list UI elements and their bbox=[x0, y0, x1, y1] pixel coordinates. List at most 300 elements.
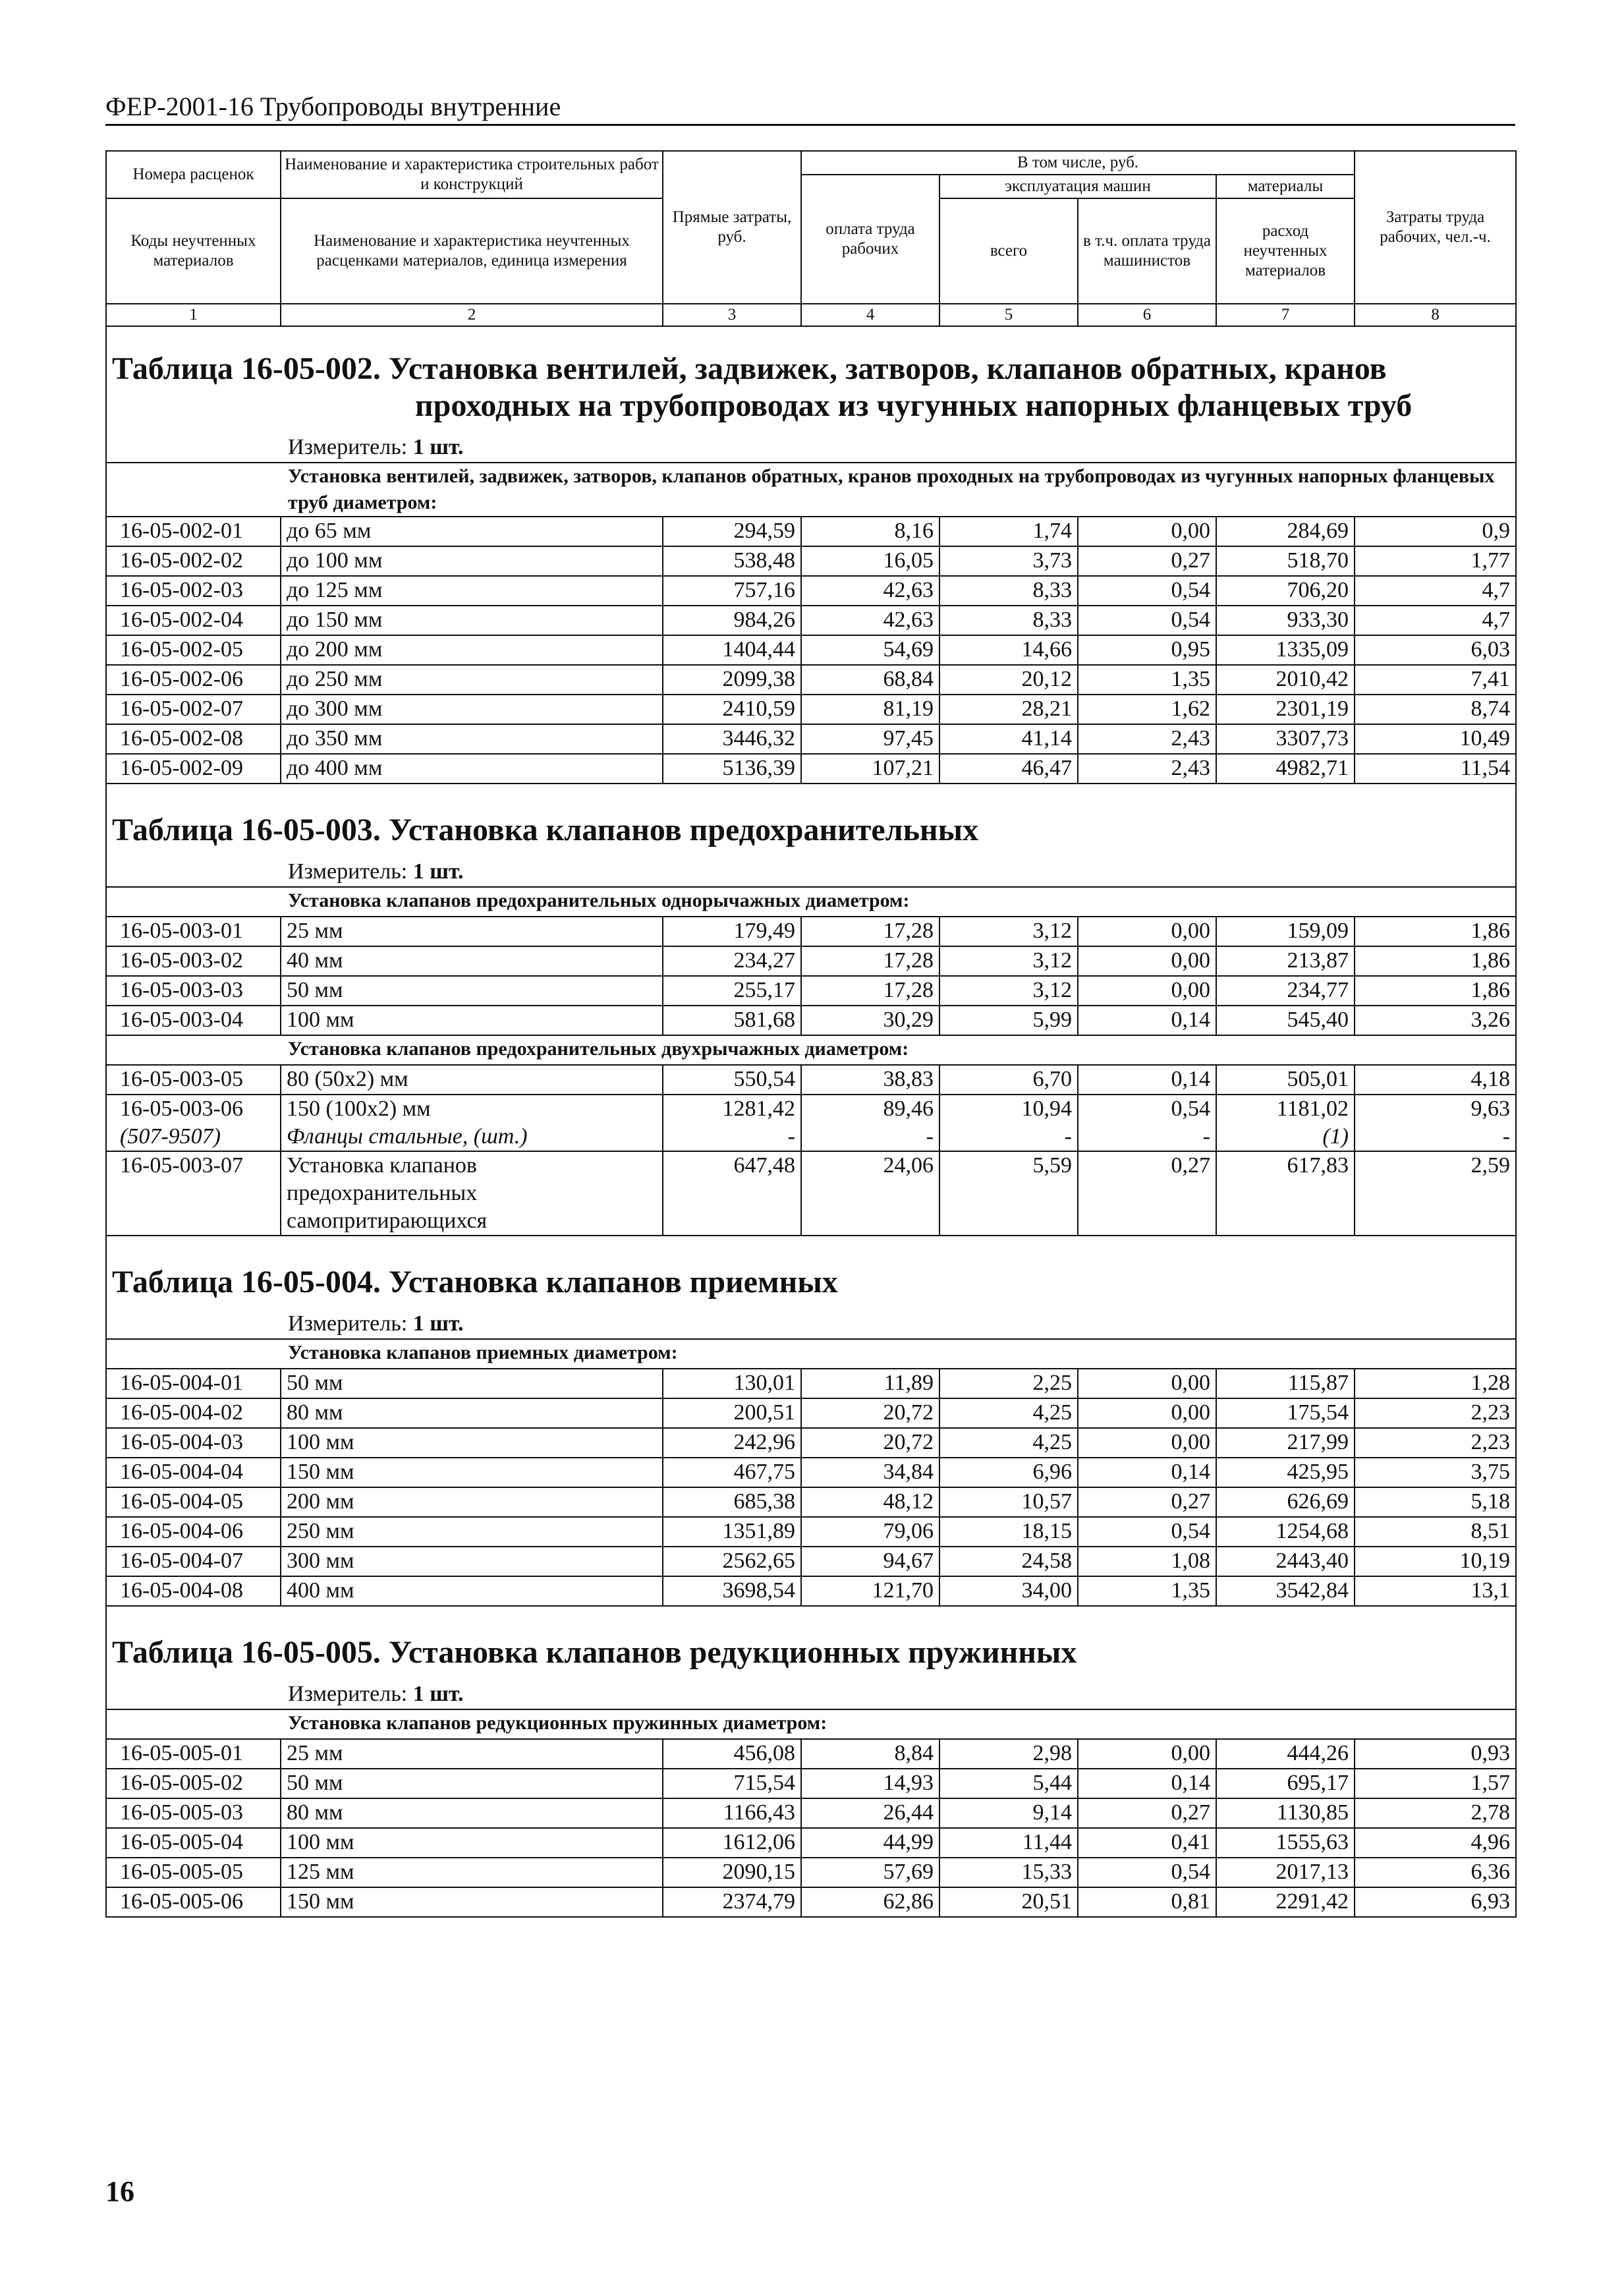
table-16-05-002 bbox=[106, 327, 1516, 517]
rate-code: 16-05-004-01 bbox=[106, 1369, 281, 1398]
operator-wages-value: 0,54 bbox=[1171, 1097, 1210, 1121]
material-code: (507-9507) bbox=[120, 1124, 221, 1149]
table-row bbox=[106, 1151, 1516, 1236]
labor-hours: 2,23 bbox=[1355, 1398, 1516, 1428]
direct-cost: 550,54 bbox=[663, 1065, 801, 1095]
wages: 8,84 bbox=[801, 1739, 939, 1769]
direct-cost bbox=[663, 1095, 801, 1151]
work-name: 50 мм bbox=[281, 1769, 663, 1798]
wages: 30,29 bbox=[801, 1006, 939, 1035]
work-name: до 300 мм bbox=[281, 695, 663, 724]
operator-wages: 0,27 bbox=[1078, 1798, 1216, 1828]
direct-cost: 1404,44 bbox=[663, 635, 801, 665]
rate-code: 16-05-004-07 bbox=[106, 1547, 281, 1576]
dash: - bbox=[1064, 1124, 1072, 1149]
col-header-name: Наименование и характеристика строительных работ и конструкций bbox=[281, 151, 663, 198]
materials-cost: 505,01 bbox=[1216, 1065, 1355, 1095]
operator-wages: 0,27 bbox=[1078, 1151, 1216, 1236]
price-document bbox=[105, 150, 1515, 1918]
group-heading: Установка клапанов редукционных пружинных диаметром: bbox=[106, 1709, 1516, 1739]
direct-cost: 2099,38 bbox=[663, 665, 801, 695]
rate-code: 16-05-003-05 bbox=[106, 1065, 281, 1095]
labor-hours: 6,36 bbox=[1355, 1858, 1516, 1887]
labor-hours: 1,86 bbox=[1355, 976, 1516, 1006]
direct-cost: 685,38 bbox=[663, 1487, 801, 1517]
direct-cost: 647,48 bbox=[663, 1151, 801, 1236]
labor-hours bbox=[1355, 1095, 1516, 1151]
labor-hours: 3,75 bbox=[1355, 1458, 1516, 1487]
machines-total: 18,15 bbox=[939, 1517, 1078, 1547]
table-row bbox=[106, 1547, 1516, 1576]
wages: 48,12 bbox=[801, 1487, 939, 1517]
labor-hours: 10,49 bbox=[1355, 724, 1516, 754]
dash: - bbox=[926, 1124, 934, 1149]
col-header-numbers: Номера расценок bbox=[106, 151, 281, 198]
labor-hours: 2,78 bbox=[1355, 1798, 1516, 1828]
rate-code: 16-05-005-02 bbox=[106, 1769, 281, 1798]
materials-cost: 3542,84 bbox=[1216, 1576, 1355, 1606]
wages: 38,83 bbox=[801, 1065, 939, 1095]
meter-value: 1 шт. bbox=[412, 435, 464, 459]
wages: 11,89 bbox=[801, 1369, 939, 1398]
wages: 121,70 bbox=[801, 1576, 939, 1606]
rate-code: 16-05-002-03 bbox=[106, 576, 281, 606]
materials-cost: 2443,40 bbox=[1216, 1547, 1355, 1576]
machines-total: 1,74 bbox=[939, 517, 1078, 546]
col-number: 8 bbox=[1355, 304, 1516, 326]
wages: 44,99 bbox=[801, 1828, 939, 1858]
materials-cost: 115,87 bbox=[1216, 1369, 1355, 1398]
machines-total: 14,66 bbox=[939, 635, 1078, 665]
rate-code: 16-05-002-09 bbox=[106, 754, 281, 784]
rate-code: 16-05-004-08 bbox=[106, 1576, 281, 1606]
materials-cost bbox=[1216, 1095, 1355, 1151]
work-name-line: предохранительных bbox=[287, 1181, 478, 1205]
table-row bbox=[106, 665, 1516, 695]
table-row bbox=[106, 754, 1516, 784]
table-row bbox=[106, 1398, 1516, 1428]
group-heading: Установка клапанов предохранительных однорычажных диаметром: bbox=[106, 887, 1516, 917]
rate-code: 16-05-004-03 bbox=[106, 1428, 281, 1458]
wages: 94,67 bbox=[801, 1547, 939, 1576]
operator-wages: 0,27 bbox=[1078, 1487, 1216, 1517]
materials-cost: 2291,42 bbox=[1216, 1887, 1355, 1917]
materials-cost: 933,30 bbox=[1216, 606, 1355, 635]
rate-code: 16-05-003-04 bbox=[106, 1006, 281, 1035]
labor-hours: 4,7 bbox=[1355, 606, 1516, 635]
labor-hours: 13,1 bbox=[1355, 1576, 1516, 1606]
rate-code: 16-05-002-05 bbox=[106, 635, 281, 665]
work-name: 150 мм bbox=[281, 1887, 663, 1917]
rate-code: 16-05-003-02 bbox=[106, 946, 281, 976]
work-name: 250 мм bbox=[281, 1517, 663, 1547]
machines-total: 6,70 bbox=[939, 1065, 1078, 1095]
table-16-05-005 bbox=[106, 1606, 1516, 1739]
materials-cost: 234,77 bbox=[1216, 976, 1355, 1006]
col-header-codes: Коды неучтенных материалов bbox=[106, 198, 281, 304]
table-row bbox=[106, 1798, 1516, 1828]
operator-wages: 0,27 bbox=[1078, 546, 1216, 576]
operator-wages: 0,54 bbox=[1078, 1517, 1216, 1547]
meter-value: 1 шт. bbox=[412, 1682, 464, 1706]
work-name: до 350 мм bbox=[281, 724, 663, 754]
operator-wages: 0,95 bbox=[1078, 635, 1216, 665]
table-16-05-002-rows bbox=[106, 517, 1516, 784]
direct-cost: 1351,89 bbox=[663, 1517, 801, 1547]
direct-cost: 538,48 bbox=[663, 546, 801, 576]
table-row bbox=[106, 1858, 1516, 1887]
col-number: 6 bbox=[1078, 304, 1216, 326]
operator-wages: 0,14 bbox=[1078, 1065, 1216, 1095]
work-name: 50 мм bbox=[281, 1369, 663, 1398]
machines-total: 46,47 bbox=[939, 754, 1078, 784]
wages-value: 89,46 bbox=[883, 1097, 934, 1121]
materials-cost: 2301,19 bbox=[1216, 695, 1355, 724]
labor-hours: 8,51 bbox=[1355, 1517, 1516, 1547]
work-name: 80 мм bbox=[281, 1798, 663, 1828]
work-name: 50 мм bbox=[281, 976, 663, 1006]
table-title-line-2: проходных на трубопроводах из чугунных напорных фланцевых труб bbox=[415, 388, 1413, 423]
direct-cost: 3698,54 bbox=[663, 1576, 801, 1606]
rate-code: 16-05-004-05 bbox=[106, 1487, 281, 1517]
machines-total: 15,33 bbox=[939, 1858, 1078, 1887]
wages: 79,06 bbox=[801, 1517, 939, 1547]
machines-total: 5,59 bbox=[939, 1151, 1078, 1236]
labor-hours: 4,7 bbox=[1355, 576, 1516, 606]
materials-cost: 4982,71 bbox=[1216, 754, 1355, 784]
operator-wages: 0,00 bbox=[1078, 946, 1216, 976]
table-row bbox=[106, 1006, 1516, 1035]
operator-wages bbox=[1078, 1095, 1216, 1151]
operator-wages: 0,00 bbox=[1078, 1739, 1216, 1769]
rate-code: 16-05-003-01 bbox=[106, 917, 281, 946]
labor-hours: 8,74 bbox=[1355, 695, 1516, 724]
col-header-incl: В том числе, руб. bbox=[801, 151, 1355, 175]
direct-cost-value: 1281,42 bbox=[722, 1097, 795, 1121]
col-header-total: всего bbox=[939, 198, 1078, 304]
wages: 57,69 bbox=[801, 1858, 939, 1887]
direct-cost: 294,59 bbox=[663, 517, 801, 546]
work-name: до 400 мм bbox=[281, 754, 663, 784]
operator-wages: 0,14 bbox=[1078, 1458, 1216, 1487]
work-name: 100 мм bbox=[281, 1006, 663, 1035]
rate-code: 16-05-005-05 bbox=[106, 1858, 281, 1887]
machines-total: 20,51 bbox=[939, 1887, 1078, 1917]
materials-cost: 444,26 bbox=[1216, 1739, 1355, 1769]
table-row bbox=[106, 1369, 1516, 1398]
direct-cost: 581,68 bbox=[663, 1006, 801, 1035]
table-title: Таблица 16-05-005. Установка клапанов редукционных пружинных bbox=[112, 1635, 1077, 1670]
labor-hours: 1,28 bbox=[1355, 1369, 1516, 1398]
operator-wages: 0,81 bbox=[1078, 1887, 1216, 1917]
operator-wages: 0,14 bbox=[1078, 1769, 1216, 1798]
meter-label: Измеритель: bbox=[288, 1311, 408, 1336]
direct-cost: 1166,43 bbox=[663, 1798, 801, 1828]
col-header-labor: Затраты труда рабочих, чел.-ч. bbox=[1355, 151, 1516, 304]
labor-hours: 4,18 bbox=[1355, 1065, 1516, 1095]
rate-code: 16-05-005-04 bbox=[106, 1828, 281, 1858]
materials-cost: 1254,68 bbox=[1216, 1517, 1355, 1547]
work-name bbox=[281, 1151, 663, 1236]
materials-cost: 1335,09 bbox=[1216, 635, 1355, 665]
dash: - bbox=[1202, 1124, 1210, 1149]
table-row bbox=[106, 695, 1516, 724]
direct-cost: 715,54 bbox=[663, 1769, 801, 1798]
rate-code: 16-05-002-06 bbox=[106, 665, 281, 695]
col-header-direct: Прямые затраты, руб. bbox=[663, 151, 801, 304]
work-name: до 65 мм bbox=[281, 517, 663, 546]
col-header-mat-cost: расход неучтенных материалов bbox=[1216, 198, 1355, 304]
rate-code: 16-05-004-06 bbox=[106, 1517, 281, 1547]
materials-cost: 213,87 bbox=[1216, 946, 1355, 976]
table-title bbox=[107, 327, 1515, 434]
materials-cost: 159,09 bbox=[1216, 917, 1355, 946]
wages: 42,63 bbox=[801, 576, 939, 606]
rate-code: 16-05-002-07 bbox=[106, 695, 281, 724]
col-number: 2 bbox=[281, 304, 663, 326]
table-row bbox=[106, 724, 1516, 754]
table-row bbox=[106, 546, 1516, 576]
operator-wages: 0,00 bbox=[1078, 917, 1216, 946]
table-row bbox=[106, 635, 1516, 665]
meter-label: Измеритель: bbox=[288, 859, 408, 884]
materials-cost-value: 1181,02 bbox=[1276, 1097, 1349, 1121]
wages: 107,21 bbox=[801, 754, 939, 784]
work-name: 125 мм bbox=[281, 1858, 663, 1887]
wages: 20,72 bbox=[801, 1428, 939, 1458]
materials-cost: 706,20 bbox=[1216, 576, 1355, 606]
page-number: 16 bbox=[105, 2175, 134, 2208]
direct-cost: 1612,06 bbox=[663, 1828, 801, 1858]
machines-total: 5,99 bbox=[939, 1006, 1078, 1035]
operator-wages: 0,54 bbox=[1078, 1858, 1216, 1887]
work-name: 100 мм bbox=[281, 1428, 663, 1458]
labor-hours: 6,93 bbox=[1355, 1887, 1516, 1917]
operator-wages: 0,00 bbox=[1078, 1428, 1216, 1458]
operator-wages: 0,54 bbox=[1078, 576, 1216, 606]
col-header-mat-name: Наименование и характеристика неучтенных расценками материалов, единица измерения bbox=[281, 198, 663, 304]
work-name-line: Установка клапанов bbox=[287, 1153, 477, 1178]
machines-total: 6,96 bbox=[939, 1458, 1078, 1487]
work-name-line: самопритирающихся bbox=[287, 1209, 488, 1233]
labor-hours: 6,03 bbox=[1355, 635, 1516, 665]
rate-code: 16-05-004-04 bbox=[106, 1458, 281, 1487]
direct-cost: 130,01 bbox=[663, 1369, 801, 1398]
direct-cost: 467,75 bbox=[663, 1458, 801, 1487]
materials-cost: 175,54 bbox=[1216, 1398, 1355, 1428]
work-name-text: 150 (100х2) мм bbox=[287, 1097, 431, 1121]
table-16-05-003-group-2 bbox=[106, 1035, 1516, 1236]
work-name: до 125 мм bbox=[281, 576, 663, 606]
direct-cost: 456,08 bbox=[663, 1739, 801, 1769]
machines-total: 3,12 bbox=[939, 917, 1078, 946]
table-row bbox=[106, 606, 1516, 635]
col-header-incl-mach: в т.ч. оплата труда машинистов bbox=[1078, 198, 1216, 304]
direct-cost: 5136,39 bbox=[663, 754, 801, 784]
work-name: до 200 мм bbox=[281, 635, 663, 665]
direct-cost: 242,96 bbox=[663, 1428, 801, 1458]
wages: 17,28 bbox=[801, 946, 939, 976]
materials-cost: 217,99 bbox=[1216, 1428, 1355, 1458]
wages: 81,19 bbox=[801, 695, 939, 724]
wages: 14,93 bbox=[801, 1769, 939, 1798]
operator-wages: 2,43 bbox=[1078, 754, 1216, 784]
meter-value: 1 шт. bbox=[412, 1311, 464, 1336]
machines-total: 8,33 bbox=[939, 576, 1078, 606]
machines-total: 10,57 bbox=[939, 1487, 1078, 1517]
col-number: 3 bbox=[663, 304, 801, 326]
meter-value: 1 шт. bbox=[412, 859, 464, 884]
group-heading: Установка клапанов предохранительных двухрычажных диаметром: bbox=[106, 1035, 1516, 1065]
material-qty: (1) bbox=[1322, 1124, 1349, 1149]
direct-cost: 234,27 bbox=[663, 946, 801, 976]
materials-cost: 425,95 bbox=[1216, 1458, 1355, 1487]
wages: 26,44 bbox=[801, 1798, 939, 1828]
machines-total: 8,33 bbox=[939, 606, 1078, 635]
rate-code: 16-05-003-07 bbox=[106, 1151, 281, 1236]
machines-total: 3,12 bbox=[939, 976, 1078, 1006]
work-name: до 150 мм bbox=[281, 606, 663, 635]
wages: 42,63 bbox=[801, 606, 939, 635]
direct-cost: 179,49 bbox=[663, 917, 801, 946]
table-row bbox=[106, 1739, 1516, 1769]
machines-total: 4,25 bbox=[939, 1398, 1078, 1428]
wages bbox=[801, 1095, 939, 1151]
wages: 8,16 bbox=[801, 517, 939, 546]
work-name: до 250 мм bbox=[281, 665, 663, 695]
operator-wages: 0,14 bbox=[1078, 1006, 1216, 1035]
machines-total: 3,12 bbox=[939, 946, 1078, 976]
col-number: 1 bbox=[106, 304, 281, 326]
direct-cost: 984,26 bbox=[663, 606, 801, 635]
table-row bbox=[106, 976, 1516, 1006]
operator-wages: 2,43 bbox=[1078, 724, 1216, 754]
wages: 16,05 bbox=[801, 546, 939, 576]
operator-wages: 1,62 bbox=[1078, 695, 1216, 724]
machines-total-value: 10,94 bbox=[1021, 1097, 1072, 1121]
materials-cost: 617,83 bbox=[1216, 1151, 1355, 1236]
wages: 17,28 bbox=[801, 917, 939, 946]
meter-line bbox=[106, 1680, 1516, 1709]
work-name bbox=[281, 1095, 663, 1151]
machines-total: 9,14 bbox=[939, 1798, 1078, 1828]
materials-cost: 3307,73 bbox=[1216, 724, 1355, 754]
rate-code-text: 16-05-003-06 bbox=[120, 1097, 243, 1121]
machines-total bbox=[939, 1095, 1078, 1151]
work-name: 100 мм bbox=[281, 1828, 663, 1858]
table-title-line-1: Таблица 16-05-002. Установка вентилей, задвижек, затворов, клапанов обратных, кранов bbox=[112, 351, 1387, 386]
table-row bbox=[106, 946, 1516, 976]
price-table-body bbox=[105, 327, 1517, 1918]
direct-cost: 757,16 bbox=[663, 576, 801, 606]
col-header-wages: оплата труда рабочих bbox=[801, 175, 939, 304]
work-name: 80 мм bbox=[281, 1398, 663, 1428]
labor-hours: 1,77 bbox=[1355, 546, 1516, 576]
labor-hours: 1,86 bbox=[1355, 917, 1516, 946]
work-name: 80 (50х2) мм bbox=[281, 1065, 663, 1095]
wages: 24,06 bbox=[801, 1151, 939, 1236]
dash: - bbox=[1502, 1124, 1511, 1149]
table-row bbox=[106, 1458, 1516, 1487]
machines-total: 5,44 bbox=[939, 1769, 1078, 1798]
table-row bbox=[106, 917, 1516, 946]
table-row bbox=[106, 1887, 1516, 1917]
labor-hours: 4,96 bbox=[1355, 1828, 1516, 1858]
labor-hours: 1,86 bbox=[1355, 946, 1516, 976]
meter-label: Измеритель: bbox=[288, 1682, 408, 1706]
materials-cost: 1555,63 bbox=[1216, 1828, 1355, 1858]
wages: 20,72 bbox=[801, 1398, 939, 1428]
col-number: 7 bbox=[1216, 304, 1355, 326]
operator-wages: 1,35 bbox=[1078, 1576, 1216, 1606]
table-row bbox=[106, 1517, 1516, 1547]
machines-total: 2,98 bbox=[939, 1739, 1078, 1769]
direct-cost: 2090,15 bbox=[663, 1858, 801, 1887]
materials-cost: 1130,85 bbox=[1216, 1798, 1355, 1828]
machines-total: 3,73 bbox=[939, 546, 1078, 576]
col-number: 4 bbox=[801, 304, 939, 326]
materials-cost: 2010,42 bbox=[1216, 665, 1355, 695]
table-title: Таблица 16-05-004. Установка клапанов приемных bbox=[112, 1265, 838, 1299]
table-row bbox=[106, 1428, 1516, 1458]
direct-cost: 200,51 bbox=[663, 1398, 801, 1428]
rate-code: 16-05-002-01 bbox=[106, 517, 281, 546]
work-name: 200 мм bbox=[281, 1487, 663, 1517]
wages: 68,84 bbox=[801, 665, 939, 695]
operator-wages: 0,00 bbox=[1078, 1369, 1216, 1398]
col-number: 5 bbox=[939, 304, 1078, 326]
direct-cost: 2410,59 bbox=[663, 695, 801, 724]
rate-code: 16-05-005-06 bbox=[106, 1887, 281, 1917]
dash: - bbox=[787, 1124, 795, 1149]
labor-hours: 2,23 bbox=[1355, 1428, 1516, 1458]
wages: 97,45 bbox=[801, 724, 939, 754]
labor-hours: 1,57 bbox=[1355, 1769, 1516, 1798]
machines-total: 11,44 bbox=[939, 1828, 1078, 1858]
rate-code: 16-05-003-03 bbox=[106, 976, 281, 1006]
group-heading: Установка клапанов приемных диаметром: bbox=[106, 1339, 1516, 1369]
machines-total: 24,58 bbox=[939, 1547, 1078, 1576]
meter-line bbox=[106, 1310, 1516, 1339]
wages: 34,84 bbox=[801, 1458, 939, 1487]
labor-hours: 5,18 bbox=[1355, 1487, 1516, 1517]
table-16-05-005-rows bbox=[106, 1739, 1516, 1917]
col-header-materials: материалы bbox=[1216, 175, 1355, 198]
table-row bbox=[106, 1487, 1516, 1517]
wages: 17,28 bbox=[801, 976, 939, 1006]
materials-cost: 545,40 bbox=[1216, 1006, 1355, 1035]
table-row bbox=[106, 1095, 1516, 1151]
machines-total: 41,14 bbox=[939, 724, 1078, 754]
table-16-05-004-rows bbox=[106, 1369, 1516, 1606]
rate-code: 16-05-002-02 bbox=[106, 546, 281, 576]
group-heading: Установка вентилей, задвижек, затворов, клапанов обратных, кранов проходных на трубопроводах из чугунных напорных фланцевых труб диаметром: bbox=[106, 463, 1516, 517]
meter-line bbox=[106, 858, 1516, 887]
materials-cost: 2017,13 bbox=[1216, 1858, 1355, 1887]
machines-total: 28,21 bbox=[939, 695, 1078, 724]
table-title: Таблица 16-05-003. Установка клапанов предохранительных bbox=[112, 813, 979, 847]
labor-hours: 0,93 bbox=[1355, 1739, 1516, 1769]
work-name: до 100 мм bbox=[281, 546, 663, 576]
materials-cost: 626,69 bbox=[1216, 1487, 1355, 1517]
machines-total: 34,00 bbox=[939, 1576, 1078, 1606]
labor-hours: 3,26 bbox=[1355, 1006, 1516, 1035]
work-name: 400 мм bbox=[281, 1576, 663, 1606]
operator-wages: 0,00 bbox=[1078, 1398, 1216, 1428]
wages: 62,86 bbox=[801, 1887, 939, 1917]
operator-wages: 0,00 bbox=[1078, 976, 1216, 1006]
table-row bbox=[106, 576, 1516, 606]
